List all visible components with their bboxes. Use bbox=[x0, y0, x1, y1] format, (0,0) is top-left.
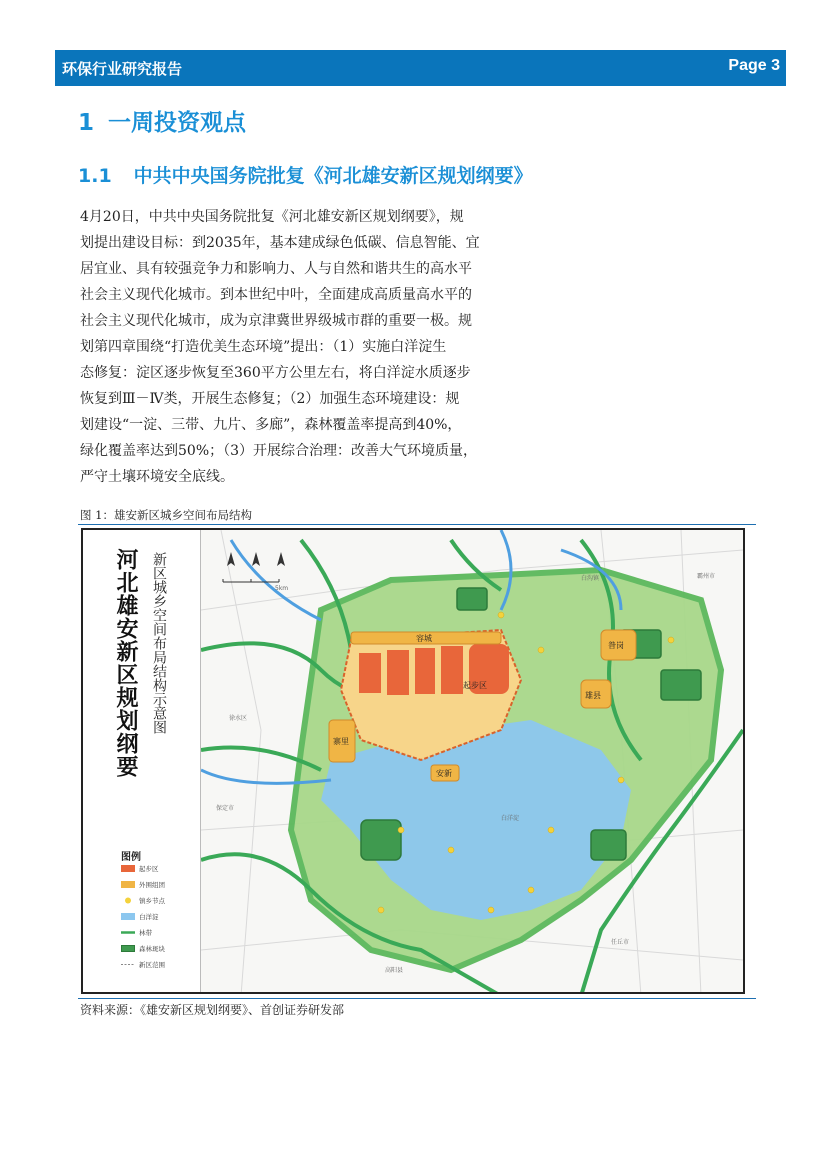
body-line: 社会主义现代化城市，成为京津冀世界级城市群的重要一极。规 bbox=[80, 313, 472, 329]
planning-map bbox=[81, 528, 745, 994]
body-line: 居宜业、具有较强竞争力和影响力、人与自然和谐共生的高水平 bbox=[80, 261, 472, 277]
legend-title: 图例 bbox=[121, 852, 141, 863]
zangli-label: 寨里 bbox=[333, 737, 349, 746]
bazhou-label: 霸州市 bbox=[697, 573, 716, 580]
body-line: 严守土壤环境安全底线。 bbox=[80, 469, 234, 485]
body-line: 绿化覆盖率达到50%；（3）开展综合治理：改善大气环境质量， bbox=[80, 443, 478, 459]
figure-source: 资料来源：《雄安新区规划纲要》、首创证券研发部 bbox=[80, 1003, 345, 1017]
figure-caption: 图 1：雄安新区城乡空间布局结构 bbox=[80, 508, 252, 522]
starting-zone-block bbox=[415, 648, 435, 694]
body-line: 划建设“一淀、三带、九片、多廊”，森林覆盖率提高到40%， bbox=[80, 417, 462, 433]
legend-item: 起步区 bbox=[121, 864, 159, 873]
starting-zone-block bbox=[387, 650, 409, 695]
renqiu-label: 任丘市 bbox=[611, 939, 630, 946]
legend-item: 林带 bbox=[121, 928, 152, 937]
map-title: 河北雄安新区规划纲要 bbox=[113, 548, 138, 778]
legend-item: 白洋淀 bbox=[121, 912, 159, 921]
qibu-label: 起步区 bbox=[463, 681, 487, 690]
section-heading bbox=[78, 104, 246, 137]
legend-item: 森林斑块 bbox=[121, 944, 165, 953]
baoding-label: 保定市 bbox=[216, 805, 235, 812]
legend-swatch bbox=[121, 945, 135, 952]
body-paragraph bbox=[80, 204, 550, 490]
xushui-label: 徐水区 bbox=[229, 715, 248, 722]
legend-swatch bbox=[121, 897, 135, 904]
xiongxian-label: 雄县 bbox=[585, 691, 601, 700]
figure-rule-bottom bbox=[78, 998, 756, 999]
body-line: 划第四章围绕“打造优美生态环境”提出：（1）实施白洋淀生 bbox=[80, 339, 447, 355]
body-line: 态修复：淀区逐步恢复至360平方公里左右，将白洋淀水质逐步 bbox=[80, 365, 471, 381]
section-title: 一周投资观点 bbox=[108, 110, 247, 136]
svg-text:5km: 5km bbox=[275, 585, 289, 592]
gaoyang-label: 高阳县 bbox=[385, 967, 404, 974]
forest-patch bbox=[361, 820, 401, 860]
body-line: 划提出建设目标：到2035年，基本建成绿色低碳、信息智能、宜 bbox=[80, 235, 480, 251]
starting-zone-block bbox=[359, 653, 381, 693]
legend-swatch bbox=[121, 929, 135, 936]
baiyangdian-label: 白洋淀 bbox=[501, 815, 520, 822]
legend-item: 镇乡节点 bbox=[121, 896, 165, 905]
legend-swatch bbox=[121, 881, 135, 888]
subsection-title: 中共中央国务院批复《河北雄安新区规划纲要》 bbox=[133, 165, 533, 187]
forest-patch bbox=[661, 670, 701, 700]
body-line: 4月20日，中共中央国务院批复《河北雄安新区规划纲要》，规 bbox=[80, 209, 464, 225]
body-line: 社会主义现代化城市。到本世纪中叶，全面建成高质量高水平的 bbox=[80, 287, 472, 303]
legend-swatch bbox=[121, 961, 135, 968]
legend-item: 新区范围 bbox=[121, 960, 165, 969]
starting-zone-block bbox=[441, 646, 463, 694]
zanggang-label: 昝岗 bbox=[608, 641, 624, 650]
map-canvas bbox=[201, 530, 743, 994]
anxin-label: 安新 bbox=[436, 769, 452, 778]
legend-swatch bbox=[121, 913, 135, 920]
forest-patch bbox=[457, 588, 487, 610]
page-number: Page 3 bbox=[728, 57, 780, 74]
forest-patch bbox=[591, 830, 626, 860]
subsection-heading bbox=[78, 161, 533, 188]
figure-rule-top bbox=[78, 524, 756, 525]
subsection-number: 1.1 bbox=[78, 165, 112, 187]
map-title-panel bbox=[83, 530, 201, 992]
rongcheng-label: 容城 bbox=[416, 634, 432, 643]
baigou-label: 白沟镇 bbox=[581, 575, 600, 582]
legend-item: 外围组团 bbox=[121, 880, 165, 889]
legend-swatch bbox=[121, 865, 135, 872]
map-subtitle: 新区城乡空间布局结构示意图 bbox=[151, 552, 167, 734]
report-title: 环保行业研究报告 bbox=[62, 60, 183, 78]
section-number: 1 bbox=[78, 110, 95, 136]
body-line: 恢复到Ⅲ－Ⅳ类，开展生态修复；（2）加强生态环境建设：规 bbox=[80, 391, 460, 407]
